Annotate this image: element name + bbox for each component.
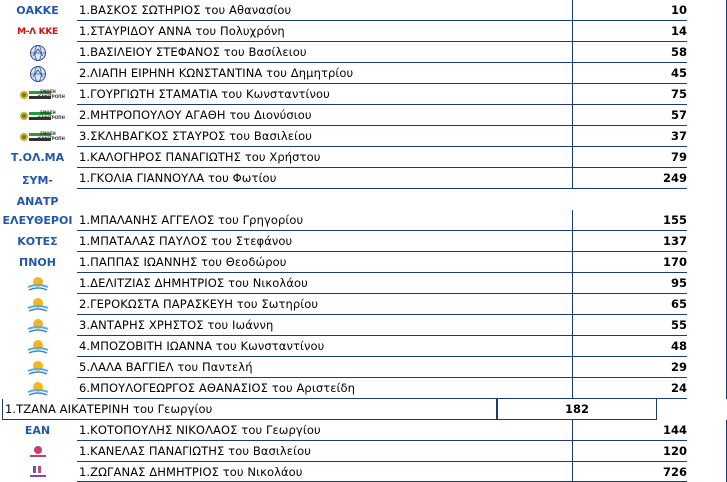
sun-logo-icon <box>20 359 56 377</box>
vote-count: 14 <box>572 21 687 42</box>
candidate-name: 3.ΑΝΤΑΡΗΣ ΧΡΗΣΤΟΣ του Ιωάννη <box>77 315 572 336</box>
sun-logo-icon <box>20 317 56 335</box>
candidate-name: 1.ΚΟΤΟΠΟΥΛΗΣ ΝΙΚΟΛΑΟΣ του Γεωργίου <box>77 420 572 441</box>
party-logo <box>0 21 75 42</box>
sun-logo-icon <box>20 338 56 356</box>
vote-count: 48 <box>572 336 687 357</box>
candidate-name: 2.ΜΗΤΡΟΠΟΥΛΟΥ ΑΓΑΘΗ του Διονύσιου <box>77 105 572 126</box>
table-row <box>0 105 727 126</box>
party-logo <box>0 84 75 105</box>
party-logo <box>0 462 75 482</box>
party-name: ΣΥΜ- ΑΝΑΤΡ <box>16 174 59 208</box>
candidate-name: 5.ΛΑΛΑ ΒΑΓΓΙΕΛ του Παντελή <box>77 357 572 378</box>
candidate-name: 1.ΜΠΑΛΑΝΗΣ ΑΓΓΕΛΟΣ του Γρηγορίου <box>77 210 572 231</box>
table-row <box>0 273 727 294</box>
candidate-name: 1.ΓΟΥΡΓΙΩΤΗ ΣΤΑΜΑΤΙΑ του Κωνσταντίνου <box>77 84 572 105</box>
candidate-name: 1.ΤΖΑΝΑ ΑΙΚΑΤΕΡΙΝΗ του Γεωργίου <box>2 399 497 420</box>
enosi-logo-text: ΕΝΩΣΗ ΚΑΝΙΤΡΟΠΗ <box>38 131 65 141</box>
sun-logo-icon <box>20 380 56 398</box>
candidate-name: 1.ΔΕΛΙΤΖΙΑΣ ΔΗΜΗΤΡΙΟΣ του Νικολάου <box>77 273 572 294</box>
table-row <box>0 336 727 357</box>
candidate-name: 1.ΠΑΠΠΑΣ ΙΩΑΝΝΗΣ του Θεοδώρου <box>77 252 572 273</box>
vote-count: 65 <box>572 294 687 315</box>
party-name: ΠΝΟΗ <box>19 255 56 269</box>
party-logo <box>0 441 75 462</box>
vote-count: 137 <box>572 231 687 252</box>
party-logo <box>0 63 75 84</box>
table-row <box>0 231 727 252</box>
globe-logo-icon <box>20 44 56 62</box>
vote-count: 10 <box>572 0 687 21</box>
vote-count: 95 <box>572 273 687 294</box>
party-logo <box>0 42 75 63</box>
enosi-logo-text: ΕΝΩΣΗ ΚΑΝΙΤΡΟΠΗ <box>38 110 65 120</box>
candidate-name: 3.ΣΚΛΗΒΑΓΚΟΣ ΣΤΑΥΡΟΣ του Βασιλείου <box>77 126 572 147</box>
table-row <box>0 294 727 315</box>
candidate-name: 1.ΓΚΟΛΙΑ ΓΙΑΝΝΟΥΛΑ του Φωτίου <box>77 168 572 189</box>
candidate-name: 1.ΣΤΑΥΡΙΔΟΥ ΑΝΝΑ του Πολυχρόνη <box>77 21 572 42</box>
table-row <box>0 126 727 147</box>
sun-logo-icon <box>20 275 56 293</box>
candidate-name: 2.ΛΙΑΠΗ ΕΙΡΗΝΗ ΚΩΝΣΤΑΝΤΙΝΑ του Δημητρίου <box>77 63 572 84</box>
table-row <box>0 315 727 336</box>
table-row <box>0 420 727 441</box>
vote-count: 144 <box>572 420 687 441</box>
table-row <box>0 378 727 399</box>
party-logo <box>0 105 75 126</box>
party-logo <box>0 315 75 336</box>
vote-count: 170 <box>572 252 687 273</box>
party-name: ΕΛΕΥΘΕΡΟΙ <box>2 213 73 227</box>
table-row <box>0 63 727 84</box>
party-name: ΚΟΤΕΣ <box>17 234 58 248</box>
candidate-name: 1.ΚΑΛΟΓΗΡΟΣ ΠΑΝΑΓΙΩΤΗΣ του Χρήστου <box>77 147 572 168</box>
table-row <box>0 84 727 105</box>
candidate-name: 2.ΓΕΡΟΚΩΣΤΑ ΠΑΡΑΣΚΕΥΗ του Σωτηρίου <box>77 294 572 315</box>
vote-count: 75 <box>572 84 687 105</box>
table-row <box>0 210 727 231</box>
table-row <box>0 462 727 482</box>
table-row <box>0 441 727 462</box>
globe-logo-icon <box>20 65 56 83</box>
table-row <box>0 147 727 168</box>
vote-count: 55 <box>572 315 687 336</box>
vote-count: 45 <box>572 63 687 84</box>
vote-count: 37 <box>572 126 687 147</box>
party-logo <box>0 126 75 147</box>
sun-logo-icon <box>20 296 56 314</box>
vote-count: 79 <box>572 147 687 168</box>
candidate-name: 6.ΜΠΟΥΛΟΓΕΩΡΓΟΣ ΑΘΑΝΑΣΙΟΣ του Αριστείδη <box>77 378 572 399</box>
small1-logo-icon <box>20 443 56 461</box>
party-name: Τ.ΟΛ.ΜΑ <box>10 150 65 164</box>
party-logo <box>0 357 75 378</box>
vote-count: 29 <box>572 357 687 378</box>
table-row <box>0 42 727 63</box>
small2-logo-icon <box>20 463 56 481</box>
vote-count: 58 <box>572 42 687 63</box>
vote-count: 120 <box>572 441 687 462</box>
party-logo <box>0 273 75 294</box>
vote-count: 182 <box>497 399 657 420</box>
table-row <box>0 0 727 21</box>
vote-count: 249 <box>572 168 687 189</box>
candidate-name: 1.ΒΑΣΙΛΕΙΟΥ ΣΤΕΦΑΝΟΣ του Βασίλειου <box>77 42 572 63</box>
table-row <box>0 21 727 42</box>
party-name: ΕΑΝ <box>24 423 51 437</box>
candidate-name: 1.ΚΑΝΕΛΑΣ ΠΑΝΑΓΙΩΤΗΣ του Βασιλείου <box>77 441 572 462</box>
candidate-name: 4.ΜΠΟΖΟΒΙΤΗ ΙΩΑΝΝΑ του Κωνσταντίνου <box>77 336 572 357</box>
table-row <box>0 168 727 210</box>
candidate-name: 1.ΖΩΓΑΝΑΣ ΔΗΜΗΤΡΙΟΣ του Νικολάου <box>77 462 572 482</box>
party-logo <box>0 294 75 315</box>
party-logo <box>0 336 75 357</box>
vote-count: 155 <box>572 210 687 231</box>
vote-count: 57 <box>572 105 687 126</box>
table-row <box>0 399 727 420</box>
enosi-logo-text: ΕΝΩΣΗ ΚΑΝΙΤΡΟΠΗ <box>38 89 65 99</box>
table-row <box>0 357 727 378</box>
vote-count: 726 <box>572 462 687 482</box>
candidate-name: 1.ΜΠΑΤΑΛΑΣ ΠΑΥΛΟΣ του Στεφάνου <box>77 231 572 252</box>
table-row <box>0 252 727 273</box>
party-name: ΟΑΚΚΕ <box>16 3 59 17</box>
mlkke-logo-text: Μ-Λ ΚΚΕ <box>17 26 58 37</box>
candidate-name: 1.ΒΑΣΚΟΣ ΣΩΤΗΡΙΟΣ του Αθανασίου <box>77 0 572 21</box>
vote-count: 24 <box>572 378 687 399</box>
party-logo <box>0 378 75 399</box>
